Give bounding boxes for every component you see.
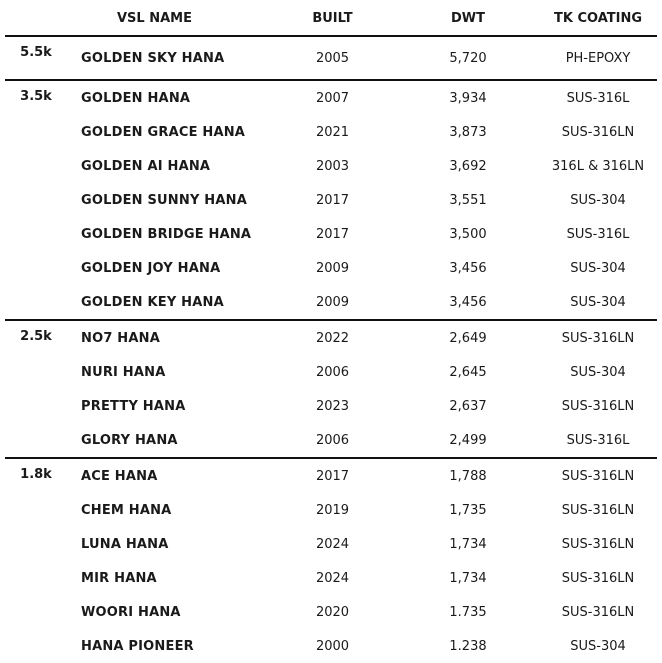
built-year-cell: 2019 xyxy=(315,502,350,518)
vessel-name-cell: MIR HANA xyxy=(81,570,157,586)
built-year-cell: 2017 xyxy=(315,468,350,484)
table-row xyxy=(5,458,657,493)
vessel-name-cell: NO7 HANA xyxy=(81,330,160,346)
built-year-cell: 2005 xyxy=(270,36,395,80)
tank-coating-cell: SUS-316LN xyxy=(561,502,635,518)
dwt-cell: 2,649 xyxy=(449,330,487,346)
header-tank-coating: TK COATING xyxy=(533,2,657,36)
table-row xyxy=(5,36,657,80)
table-row xyxy=(5,493,657,527)
dwt-cell: 2,499 xyxy=(395,423,533,458)
built-year-cell: 2007 xyxy=(315,90,350,106)
vessel-name-cell: HANA PIONEER xyxy=(81,638,194,654)
vessel-name-cell: LUNA HANA xyxy=(81,536,169,552)
tank-coating-cell: SUS-316LN xyxy=(561,124,635,140)
dwt-cell: 3,934 xyxy=(449,90,487,106)
dwt-cell: 1,735 xyxy=(449,502,487,518)
table-row xyxy=(5,423,657,458)
vessel-name-cell: NURI HANA xyxy=(81,364,166,380)
table-row xyxy=(5,389,657,423)
dwt-cell: 1,734 xyxy=(449,570,487,586)
built-year-cell: 2024 xyxy=(315,536,350,552)
vessel-name-cell: ACE HANA xyxy=(81,468,158,484)
built-year-cell: 2003 xyxy=(315,158,350,174)
tank-coating-cell: SUS-316L xyxy=(566,90,630,106)
table-row xyxy=(5,183,657,217)
table-row xyxy=(5,527,657,561)
table-body xyxy=(5,36,657,663)
dwt-cell: 1.735 xyxy=(449,604,487,620)
table-row xyxy=(5,285,657,320)
vessel-name-cell: GLORY HANA xyxy=(67,423,270,458)
built-year-cell: 2017 xyxy=(315,226,350,242)
vessel-name-cell: GOLDEN GRACE HANA xyxy=(81,124,246,140)
size-group-label: 5.5k xyxy=(5,36,67,80)
dwt-cell: 1,788 xyxy=(449,468,487,484)
tank-coating-cell: SUS-304 xyxy=(533,285,657,320)
built-year-cell: 2017 xyxy=(315,192,350,208)
tank-coating-cell: SUS-304 xyxy=(570,364,626,380)
tank-coating-cell: SUS-316LN xyxy=(561,398,635,414)
tank-coating-cell: PH-EPOXY xyxy=(533,36,657,80)
vessel-name-cell: GOLDEN AI HANA xyxy=(81,158,211,174)
dwt-cell: 2,637 xyxy=(449,398,487,414)
dwt-cell: 3,873 xyxy=(449,124,487,140)
header-vessel-name: VSL NAME xyxy=(67,2,270,36)
vessel-name-cell: GOLDEN SUNNY HANA xyxy=(81,192,247,208)
dwt-cell: 5,720 xyxy=(395,36,533,80)
table-row xyxy=(5,115,657,149)
table-row xyxy=(5,251,657,285)
built-year-cell: 2020 xyxy=(315,604,350,620)
dwt-cell: 1.238 xyxy=(449,638,487,654)
dwt-cell: 3,456 xyxy=(449,260,487,276)
built-year-cell: 2009 xyxy=(270,285,395,320)
size-group-label: 3.5k xyxy=(5,80,67,320)
table-row xyxy=(5,561,657,595)
dwt-cell: 1,734 xyxy=(449,536,487,552)
dwt-cell: 3,692 xyxy=(449,158,487,174)
tank-coating-cell: SUS-316LN xyxy=(561,536,635,552)
header-dwt: DWT xyxy=(395,2,533,36)
dwt-cell: 3,500 xyxy=(449,226,487,242)
vessel-name-cell: GOLDEN SKY HANA xyxy=(67,36,270,80)
built-year-cell: 2006 xyxy=(315,364,350,380)
vessel-name-cell: CHEM HANA xyxy=(81,502,172,518)
built-year-cell: 2009 xyxy=(315,260,350,276)
tank-coating-cell: SUS-304 xyxy=(570,638,626,654)
tank-coating-cell: SUS-316L xyxy=(533,423,657,458)
table-row xyxy=(5,629,657,663)
vessel-name-cell: WOORI HANA xyxy=(81,604,181,620)
fleet-table xyxy=(5,2,657,663)
tank-coating-cell: 316L & 316LN xyxy=(551,158,645,174)
tank-coating-cell: SUS-316LN xyxy=(561,330,635,346)
table-header-row xyxy=(5,2,657,36)
table-row xyxy=(5,217,657,251)
table-row xyxy=(5,149,657,183)
table-row xyxy=(5,595,657,629)
dwt-cell: 2,645 xyxy=(449,364,487,380)
tank-coating-cell: SUS-316LN xyxy=(561,468,635,484)
built-year-cell: 2006 xyxy=(270,423,395,458)
vessel-name-cell: GOLDEN JOY HANA xyxy=(81,260,221,276)
vessel-name-cell: GOLDEN KEY HANA xyxy=(67,285,270,320)
dwt-cell: 3,551 xyxy=(449,192,487,208)
tank-coating-cell: SUS-316LN xyxy=(561,604,635,620)
vessel-name-cell: PRETTY HANA xyxy=(81,398,186,414)
tank-coating-cell: SUS-304 xyxy=(570,192,626,208)
tank-coating-cell: SUS-316LN xyxy=(561,570,635,586)
table-row xyxy=(5,355,657,389)
tank-coating-cell: SUS-316L xyxy=(566,226,630,242)
header-group xyxy=(5,2,67,36)
built-year-cell: 2000 xyxy=(315,638,350,654)
built-year-cell: 2023 xyxy=(315,398,350,414)
dwt-cell: 3,456 xyxy=(395,285,533,320)
vessel-name-cell: GOLDEN HANA xyxy=(81,90,191,106)
tank-coating-cell: SUS-304 xyxy=(570,260,626,276)
built-year-cell: 2021 xyxy=(315,124,350,140)
built-year-cell: 2024 xyxy=(315,570,350,586)
table-row xyxy=(5,320,657,355)
vessel-name-cell: GOLDEN BRIDGE HANA xyxy=(81,226,252,242)
size-group-label: 2.5k xyxy=(5,320,67,458)
size-group-label: 1.8k xyxy=(20,467,52,482)
header-built: BUILT xyxy=(270,2,395,36)
table-row xyxy=(5,80,657,115)
built-year-cell: 2022 xyxy=(315,330,350,346)
